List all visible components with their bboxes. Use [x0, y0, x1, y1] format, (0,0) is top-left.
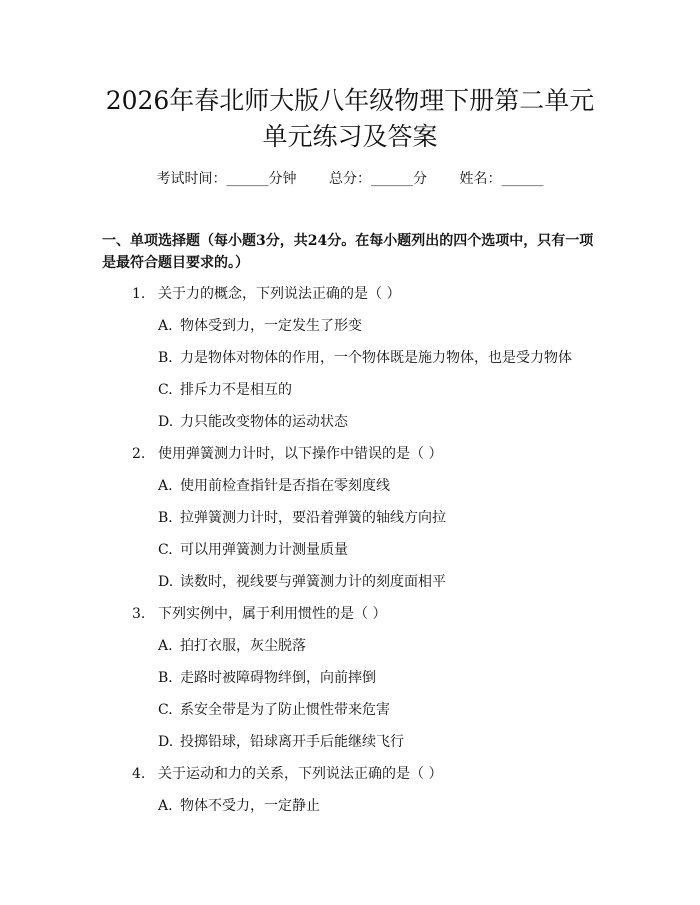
question-number: 4.: [132, 766, 146, 782]
option-letter: C.: [158, 542, 173, 558]
option-3b: [158, 667, 376, 687]
option-text: 使用前检查指针是否指在零刻度线: [180, 478, 390, 494]
option-letter: C.: [158, 702, 173, 718]
option-2a: [158, 475, 390, 495]
option-1a: [158, 315, 362, 335]
option-text: 拉弹簧测力计时，要沿着弹簧的轴线方向拉: [180, 510, 446, 526]
option-letter: A.: [158, 478, 173, 494]
question-3: [132, 603, 386, 623]
question-text: 使用弹簧测力计时，以下操作中错误的是（ ）: [158, 446, 443, 462]
option-letter: D.: [158, 574, 174, 590]
section-heading: 一、单项选择题（每小题3分，共24分。在每小题列出的四个选项中，只有一项是最符合题目要求的。）: [102, 233, 594, 271]
option-text: 力是物体对物体的作用，一个物体既是施力物体，也是受力物体: [180, 350, 572, 366]
option-letter: C.: [158, 382, 173, 398]
title-line-2: 单元练习及答案: [262, 122, 438, 151]
option-text: 可以用弹簧测力计测量质量: [180, 542, 348, 558]
option-2b: [158, 507, 446, 527]
option-letter: A.: [158, 638, 173, 654]
option-4a: [158, 795, 320, 815]
option-letter: D.: [158, 414, 174, 430]
exam-meta: [0, 168, 700, 188]
question-text: 关于力的概念，下列说法正确的是（ ）: [158, 286, 401, 302]
exam-name: 姓名：______: [459, 171, 544, 187]
option-text: 排斥力不是相互的: [180, 382, 292, 398]
option-3d: [158, 731, 404, 751]
option-text: 力只能改变物体的运动状态: [180, 414, 348, 430]
option-text: 物体不受力，一定静止: [180, 798, 320, 814]
option-1b: [158, 347, 572, 367]
option-letter: B.: [158, 670, 173, 686]
option-letter: A.: [158, 798, 173, 814]
option-letter: D.: [158, 734, 174, 750]
title-line-1: 2026年春北师大版八年级物理下册第二单元: [105, 86, 595, 115]
exam-time: 考试时间：______分钟: [156, 171, 297, 187]
question-2: [132, 443, 442, 463]
option-2c: [158, 539, 348, 559]
option-text: 物体受到力，一定发生了形变: [180, 318, 362, 334]
option-letter: B.: [158, 510, 173, 526]
option-text: 拍打衣服，灰尘脱落: [180, 638, 306, 654]
option-letter: B.: [158, 350, 173, 366]
option-2d: [158, 571, 446, 591]
question-4: [132, 763, 442, 783]
question-number: 2.: [132, 446, 146, 462]
option-text: 走路时被障碍物绊倒，向前摔倒: [180, 670, 376, 686]
question-1: [132, 283, 400, 303]
option-3c: [158, 699, 390, 719]
option-text: 读数时，视线要与弹簧测力计的刻度面相平: [180, 574, 446, 590]
option-1d: [158, 411, 348, 431]
question-text: 关于运动和力的关系，下列说法正确的是（ ）: [158, 766, 443, 782]
option-3a: [158, 635, 306, 655]
question-number: 3.: [132, 606, 146, 622]
option-letter: A.: [158, 318, 173, 334]
document-title: [0, 83, 700, 155]
question-number: 1.: [132, 286, 146, 302]
question-text: 下列实例中，属于利用惯性的是（ ）: [158, 606, 387, 622]
exam-score: 总分：______分: [329, 171, 427, 187]
option-text: 系安全带是为了防止惯性带来危害: [180, 702, 390, 718]
option-text: 投掷铅球，铅球离开手后能继续飞行: [180, 734, 404, 750]
option-1c: [158, 379, 292, 399]
